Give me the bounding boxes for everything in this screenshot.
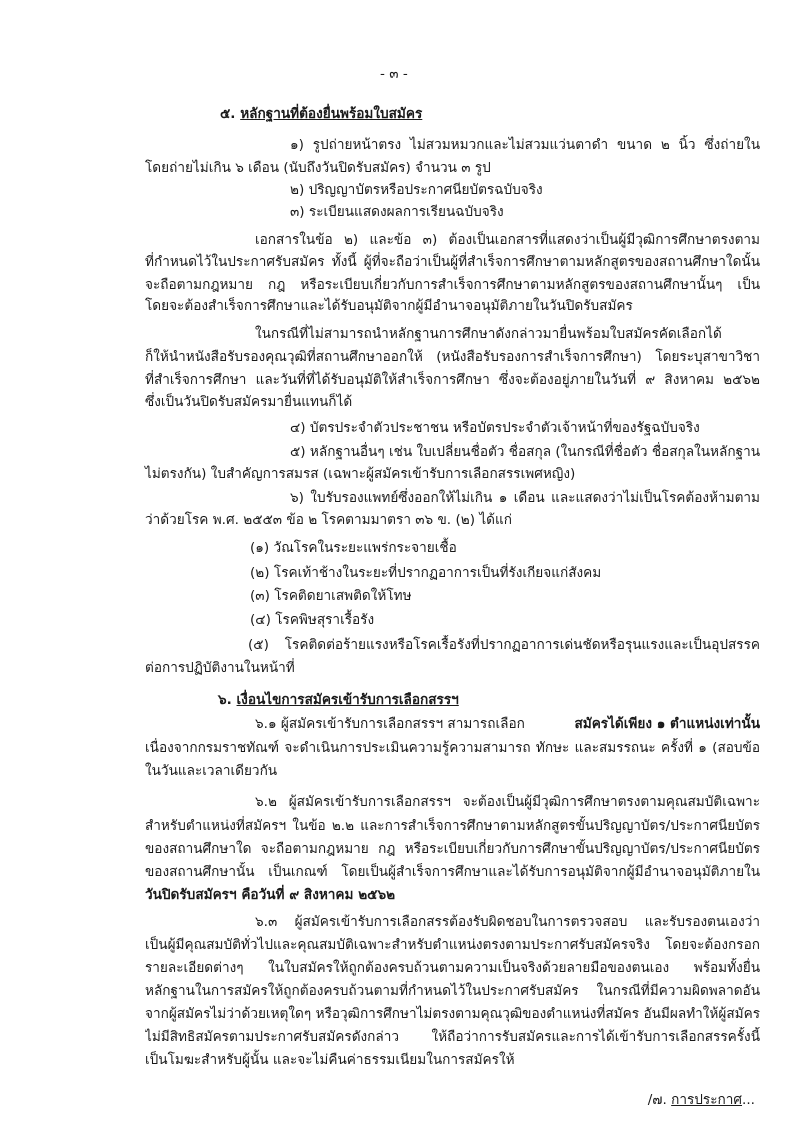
paragraph-line: ในกรณีที่ไม่สามารถนำหลักฐานการศึกษาดังกล่าวมายื่นพร้อมใบสมัครคัดเลือกได้ xyxy=(255,326,722,342)
section-number: ๖. xyxy=(218,692,232,708)
paragraph-line: ๖.๓ ผู้สมัครเข้ารับการเลือกสรรต้องรับผิดชอบในการตรวจสอบ และรับรองตนเองว่า xyxy=(255,914,760,930)
paragraph-line: ในวันและเวลาเดียวกัน xyxy=(145,763,278,779)
paragraph-line: จากผู้สมัครไม่ว่าด้วยเหตุใดๆ หรือวุฒิการศึกษาไม่ตรงตามคุณวุฒิของตำแหน่งที่สมัคร อันมีผลทำให้ผู้สมัคร xyxy=(145,1006,760,1022)
text: ๖.๑ ผู้สมัครเข้ารับการเลือกสรรฯ สามารถเลือก xyxy=(255,716,525,732)
disease-item: (๒) โรคเท้าช้างในระยะที่ปรากฏอาการเป็นที่รังเกียจแก่สังคม xyxy=(250,565,602,581)
list-item-cont: ว่าด้วยโรค พ.ศ. ๒๕๕๓ ข้อ ๒ โรคตามมาตรา ๓๖ ข. (๒) ได้แก่ xyxy=(145,512,512,528)
page-number: - ๓ - xyxy=(380,66,408,82)
paragraph-line: ของสถานศึกษานั้น เป็นเกณฑ์ โดยเป็นผู้สำเร็จการศึกษาและได้รับการอนุมัติจากผู้มีอำนาจอนุมัติภายใน xyxy=(145,864,760,880)
paragraph-line: ไม่มีสิทธิสมัครตามประกาศรับสมัครดังกล่าว ให้ถือว่าการรับสมัครและการได้เข้ารับการเลือกสรรครั้งนี้ xyxy=(145,1029,760,1045)
paragraph-line: สำหรับตำแหน่งที่สมัครฯ ในข้อ ๒.๒ และการสำเร็จการศึกษาตามหลักสูตรขั้นปริญญาบัตร/ประกาศนียบัตร xyxy=(145,818,760,834)
paragraph-line: เป็นโมฆะสำหรับผู้นั้น และจะไม่คืนค่าธรรมเนียมในการสมัครให้ xyxy=(145,1052,515,1068)
section-5-heading xyxy=(220,104,422,124)
paragraph-line: ก็ให้นำหนังสือรับรองคุณวุฒิที่สถานศึกษาออกให้ (หนังสือรับรองการสำเร็จการศึกษา) โดยระบุสาขาวิชา xyxy=(145,349,760,365)
paragraph-line: รายละเอียดต่างๆ ในใบสมัครให้ถูกต้องครบถ้วนตามความเป็นจริงด้วยลายมือของตนเอง พร้อมทั้งยื่น xyxy=(145,960,760,976)
paragraph-line: เป็นผู้มีคุณสมบัติทั่วไปและคุณสมบัติเฉพาะสำหรับตำแหน่งตรงตามประกาศรับสมัครจริง โดยจะต้องกรอก xyxy=(145,937,760,953)
disease-item: (๓) โรคติดยาเสพติดให้โทษ xyxy=(250,588,412,604)
list-item: ๓) ระเบียนแสดงผลการเรียนฉบับจริง xyxy=(290,204,504,220)
bold-text: สมัครได้เพียง ๑ ตำแหน่งเท่านั้น xyxy=(574,716,760,732)
paragraph-line: ที่สำเร็จการศึกษา และวันที่ที่ได้รับอนุมัติให้สำเร็จการศึกษา ซึ่งจะต้องอยู่ภายในวันที่ ๙ สิงหาคม ๒๕๖๒ xyxy=(145,372,760,388)
paragraph-line: ที่กำหนดไว้ในประกาศรับสมัคร ทั้งนี้ ผู้ที่จะถือว่าเป็นผู้ที่สำเร็จการศึกษาตามหลักสูตรของสถานศึกษาใดนั้น xyxy=(145,254,760,270)
footer-ellipsis: ... xyxy=(742,1092,755,1108)
footer-prefix: /๗. xyxy=(647,1092,672,1108)
paragraph-line: หลักฐานในการสมัครให้ถูกต้องครบถ้วนตามที่กำหนดไว้ในประกาศรับสมัคร ในกรณีที่มีความผิดพลาดอัน xyxy=(145,983,760,999)
disease-item: (๔) โรคพิษสุราเรื้อรัง xyxy=(250,612,375,628)
list-item: ๕) หลักฐานอื่นๆ เช่น ใบเปลี่ยนชื่อตัว ชื่อสกุล (ในกรณีที่ชื่อตัว ชื่อสกุลในหลักฐาน xyxy=(290,444,760,460)
footer-next: การประกาศ xyxy=(671,1092,743,1108)
list-item: ๒) ปริญญาบัตรหรือประกาศนียบัตรฉบับจริง xyxy=(290,182,543,198)
paragraph-line: ๖.๒ ผู้สมัครเข้ารับการเลือกสรรฯ จะต้องเป็นผู้มีวุฒิการศึกษาตรงตามคุณสมบัติเฉพาะ xyxy=(255,794,760,810)
paragraph-line: เนื่องจากกรมราชทัณฑ์ จะดำเนินการประเมินความรู้ความสามารถ ทักษะ และสมรรถนะ ครั้งที่ ๑ (สอบข้อ xyxy=(145,740,760,756)
list-item-cont: โดยถ่ายไม่เกิน ๖ เดือน (นับถึงวันปิดรับสมัคร) จำนวน ๓ รูป xyxy=(145,160,491,176)
paragraph-line: จะถือตามกฎหมาย กฎ หรือระเบียบเกี่ยวกับการสำเร็จการศึกษาตามหลักสูตรของสถานศึกษานั้นๆ เป็น xyxy=(145,277,760,293)
list-item: ๖) ใบรับรองแพทย์ซึ่งออกให้ไม่เกิน ๑ เดือน และแสดงว่าไม่เป็นโรคต้องห้ามตาม xyxy=(290,490,760,506)
disease-item: (๑) วัณโรคในระยะแพร่กระจายเชื้อ xyxy=(250,540,457,556)
list-item: ๑) รูปถ่ายหน้าตรง ไม่สวมหมวกและไม่สวมแว่นตาดำ ขนาด ๒ นิ้ว ซึ่งถ่ายใน xyxy=(290,137,760,153)
continuation-footer xyxy=(648,1090,755,1110)
paragraph-line xyxy=(255,714,760,734)
list-item-cont: ไม่ตรงกัน) ใบสำคัญการสมรส (เฉพาะผู้สมัครเข้ารับการเลือกสรรเพศหญิง) xyxy=(145,466,576,482)
section-6-heading xyxy=(218,690,459,710)
list-item: ๔) บัตรประจำตัวประชาชน หรือบัตรประจำตัวเจ้าหน้าที่ของรัฐฉบับจริง xyxy=(290,420,700,436)
section-title: เงื่อนไขการสมัครเข้ารับการเลือกสรรฯ xyxy=(236,692,459,708)
paragraph-line: โดยจะต้องสำเร็จการศึกษาและได้รับอนุมัติจากผู้มีอำนาจอนุมัติภายในวันปิดรับสมัคร xyxy=(145,298,633,314)
section-title: หลักฐานที่ต้องยื่นพร้อมใบสมัคร xyxy=(240,106,423,122)
section-number: ๕. xyxy=(220,106,236,122)
disease-item-cont: ต่อการปฏิบัติงานในหน้าที่ xyxy=(145,660,295,676)
bold-deadline: วันปิดรับสมัครฯ คือวันที่ ๙ สิงหาคม ๒๕๖๒ xyxy=(145,887,396,903)
paragraph-line: เอกสารในข้อ ๒) และข้อ ๓) ต้องเป็นเอกสารที่แสดงว่าเป็นผู้มีวุฒิการศึกษาตรงตาม xyxy=(255,232,760,248)
paragraph-line: ซึ่งเป็นวันปิดรับสมัครมายื่นแทนก็ได้ xyxy=(145,394,353,410)
disease-item: (๕) โรคติดต่อร้ายแรงหรือโรคเรื้อรังที่ปรากฏอาการเด่นชัดหรือรุนแรงและเป็นอุปสรรค xyxy=(248,637,760,653)
paragraph-line: ของสถานศึกษาใด จะถือตามกฎหมาย กฎ หรือระเบียบเกี่ยวกับการศึกษาขั้นปริญญาบัตร/ประกาศนียบัตร xyxy=(145,841,760,857)
